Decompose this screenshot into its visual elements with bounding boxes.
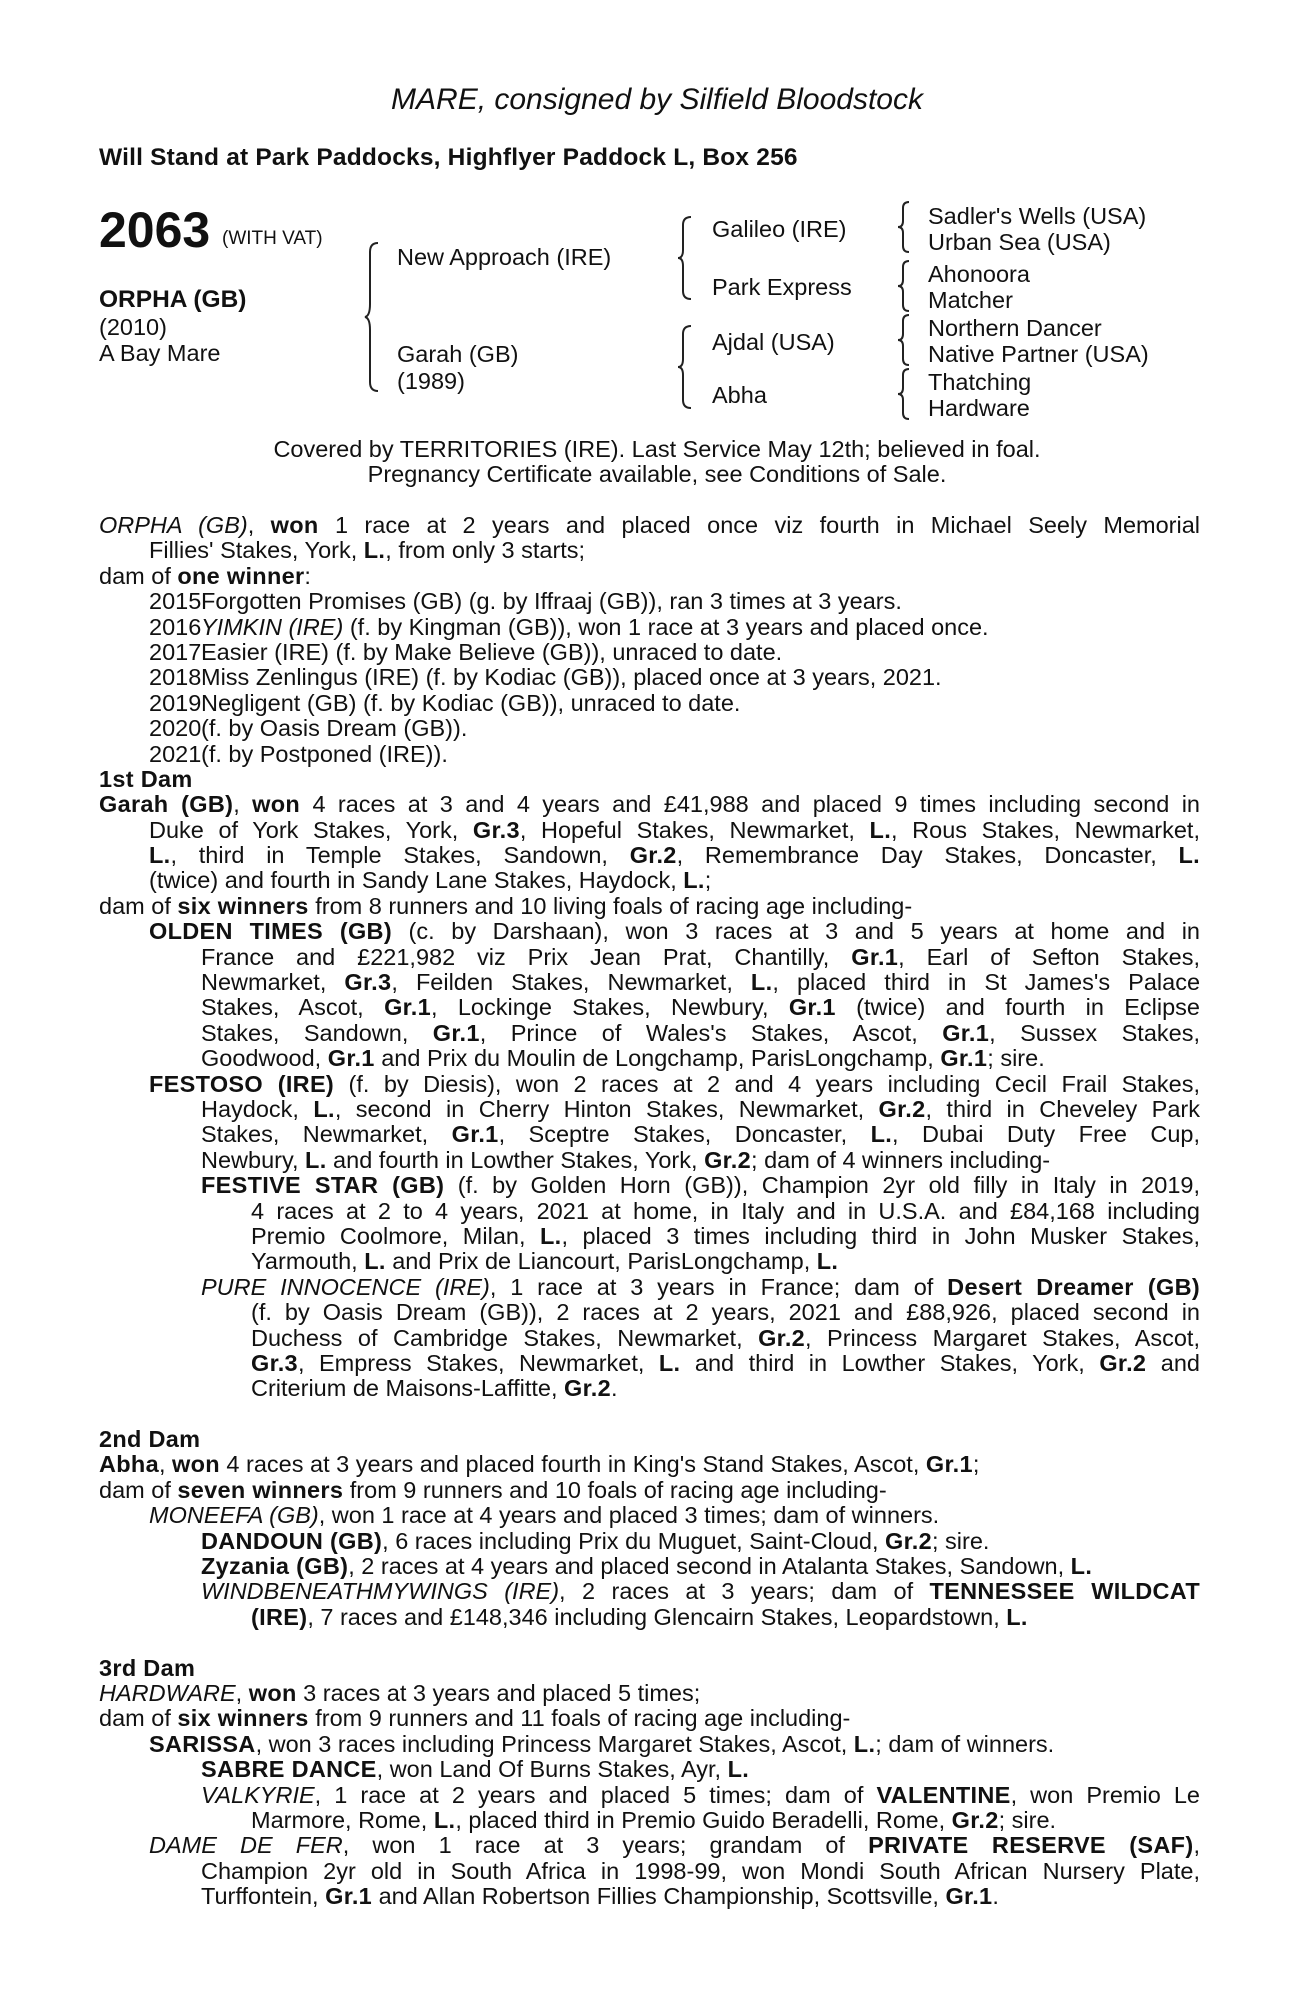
- produce-row: 2016YIMKIN (IRE) (f. by Kingman (GB)), won 1 race at 3 years and placed once.: [149, 613, 989, 640]
- stand-location: Will Stand at Park Paddocks, Highflyer Paddock L, Box 256: [99, 144, 798, 171]
- produce-row: 2020(f. by Oasis Dream (GB)).: [149, 715, 468, 742]
- pedigree-dam-sire: Ajdal (USA): [712, 329, 835, 355]
- text-line: Garah (GB), won 4 races at 3 and 4 years and £41,988 and placed 9 times including second in: [99, 791, 1200, 818]
- text-line: Haydock, L., second in Cherry Hinton Stakes, Newmarket, Gr.2, third in Cheveley Park: [201, 1095, 1200, 1122]
- text-line: SARISSA, won 3 races including Princess Margaret Stakes, Ascot, L.; dam of winners.: [149, 1730, 1055, 1757]
- pedigree-bracket-dd: [897, 368, 911, 420]
- lot-number: 2063: [99, 202, 211, 258]
- spacer: [99, 1630, 1200, 1655]
- text-line: dam of one winner:: [99, 562, 311, 589]
- text-line: PURE INNOCENCE (IRE), 1 race at 3 years in France; dam of Desert Dreamer (GB): [201, 1273, 1201, 1300]
- pedigree-dsd: Native Partner (USA): [928, 341, 1149, 367]
- text-line: Stakes, Sandown, Gr.1, Prince of Wales's Stakes, Ascot, Gr.1, Sussex Stakes,: [201, 1019, 1201, 1046]
- text-line: Duke of York Stakes, York, Gr.3, Hopeful Stakes, Newmarket, L., Rous Stakes, Newmarket,: [149, 816, 1200, 843]
- text-line: dam of six winners from 9 runners and 11 foals of racing age including-: [99, 1705, 851, 1732]
- pedigree-sds: Ahonoora: [928, 261, 1030, 287]
- text-line: (twice) and fourth in Sandy Lane Stakes, Haydock, L.;: [149, 867, 712, 894]
- pedigree-dss: Northern Dancer: [928, 315, 1102, 341]
- text-line: Champion 2yr old in South Africa in 1998-99, won Mondi South African Nursery Plate,: [201, 1857, 1200, 1884]
- text-line: Goodwood, Gr.1 and Prix du Moulin de Longchamp, ParisLongchamp, Gr.1; sire.: [201, 1045, 1045, 1072]
- text-line: OLDEN TIMES (GB) (c. by Darshaan), won 3 races at 3 and 5 years at home and in: [149, 918, 1200, 945]
- pedigree-ssd: Urban Sea (USA): [928, 229, 1111, 255]
- pedigree-bracket-dam: [677, 325, 693, 409]
- text-line: Zyzania (GB), 2 races at 4 years and placed second in Atalanta Stakes, Sandown, L.: [201, 1553, 1093, 1580]
- text-line: Fillies' Stakes, York, L., from only 3 starts;: [149, 537, 586, 564]
- spacer: [99, 1402, 1200, 1427]
- produce-row: 2018Miss Zenlingus (IRE) (f. by Kodiac (GB)), placed once at 3 years, 2021.: [149, 664, 942, 691]
- pedigree-sire-dam: Park Express: [712, 274, 852, 300]
- text-line: FESTIVE STAR (GB) (f. by Golden Horn (GB)), Champion 2yr old filly in Italy in 2019,: [201, 1172, 1200, 1199]
- horse-description: A Bay Mare: [99, 340, 221, 366]
- text-line: Gr.3, Empress Stakes, Newmarket, L. and third in Lowther Stakes, York, Gr.2 and: [251, 1349, 1200, 1376]
- pedigree-bracket-sd: [897, 260, 911, 312]
- text-line: ORPHA (GB), won 1 race at 2 years and placed once viz fourth in Michael Seely Memorial: [99, 512, 1201, 538]
- horse-name: ORPHA (GB): [99, 286, 247, 313]
- text-line: Criterium de Maisons-Laffitte, Gr.2.: [251, 1375, 618, 1402]
- pedigree-bracket-ds: [897, 314, 911, 366]
- text-line: Stakes, Ascot, Gr.1, Lockinge Stakes, Newbury, Gr.1 (twice) and fourth in Eclipse: [201, 994, 1201, 1021]
- text-line: dam of six winners from 8 runners and 10 living foals of racing age including-: [99, 892, 913, 919]
- produce-row: 2017Easier (IRE) (f. by Make Believe (GB)), unraced to date.: [149, 638, 783, 665]
- text-line: dam of seven winners from 9 runners and 10 foals of racing age including-: [99, 1476, 887, 1503]
- text-line: WINDBENEATHMYWINGS (IRE), 2 races at 3 years; dam of TENNESSEE WILDCAT: [201, 1578, 1200, 1605]
- produce-row: 2015Forgotten Promises (GB) (g. by Iffraaj (GB)), ran 3 times at 3 years.: [149, 588, 902, 615]
- text-line: Marmore, Rome, L., placed third in Premio Guido Beradelli, Rome, Gr.2; sire.: [251, 1806, 1057, 1833]
- text-line: DAME DE FER, won 1 race at 3 years; grandam of PRIVATE RESERVE (SAF),: [149, 1832, 1200, 1859]
- text-line: Newbury, L. and fourth in Lowther Stakes, York, Gr.2; dam of 4 winners including-: [201, 1146, 1051, 1173]
- covering-note: [0, 437, 1314, 488]
- pedigree-dam: Garah (GB): [397, 341, 519, 367]
- pedigree-sdd: Matcher: [928, 287, 1013, 313]
- text-line: France and £221,982 viz Prix Jean Prat, Chantilly, Gr.1, Earl of Sefton Stakes,: [201, 943, 1200, 970]
- covering-line: Covered by TERRITORIES (IRE). Last Service May 12th; believed in foal.: [273, 436, 1041, 462]
- pedigree-sire: New Approach (IRE): [397, 244, 612, 270]
- section-heading: 2nd Dam: [99, 1426, 201, 1453]
- produce-row: 2021(f. by Postponed (IRE)).: [149, 740, 448, 767]
- text-line: (f. by Oasis Dream (GB)), 2 races at 2 years, 2021 and £88,926, placed second in: [251, 1299, 1200, 1326]
- text-line: VALKYRIE, 1 race at 2 years and placed 5 times; dam of VALENTINE, won Premio Le: [201, 1781, 1200, 1808]
- pedigree-bracket-gen1: [364, 242, 380, 392]
- pedigree-ddd: Hardware: [928, 395, 1030, 421]
- pedigree-sire-sire: Galileo (IRE): [712, 216, 847, 242]
- pedigree-bracket-sire: [677, 216, 693, 300]
- text-line: 4 races at 2 to 4 years, 2021 at home, in Italy and in U.S.A. and £84,168 including: [251, 1197, 1200, 1224]
- text-line: (IRE), 7 races and £148,346 including Glencairn Stakes, Leopardstown, L.: [251, 1603, 1028, 1630]
- text-line: Duchess of Cambridge Stakes, Newmarket, Gr.2, Princess Margaret Stakes, Ascot,: [251, 1324, 1200, 1351]
- consignor-heading: MARE, consigned by Silfield Bloodstock: [391, 83, 923, 116]
- text-line: Abha, won 4 races at 3 years and placed fourth in King's Stand Stakes, Ascot, Gr.1;: [99, 1451, 980, 1478]
- section-heading: 1st Dam: [99, 765, 193, 792]
- text-line: Premio Coolmore, Milan, L., placed 3 times including third in John Musker Stakes,: [251, 1222, 1200, 1249]
- text-line: SABRE DANCE, won Land Of Burns Stakes, Ayr, L.: [201, 1756, 750, 1783]
- text-line: FESTOSO (IRE) (f. by Diesis), won 2 races at 2 and 4 years including Cecil Frail Stakes,: [149, 1070, 1200, 1097]
- text-line: Yarmouth, L. and Prix de Liancourt, ParisLongchamp, L.: [251, 1248, 839, 1275]
- pedigree-dam-dam: Abha: [712, 382, 767, 408]
- produce-row: 2019Negligent (GB) (f. by Kodiac (GB)), unraced to date.: [149, 689, 741, 716]
- text-line: DANDOUN (GB), 6 races including Prix du Muguet, Saint-Cloud, Gr.2; sire.: [201, 1527, 990, 1554]
- text-line: Stakes, Newmarket, Gr.1, Sceptre Stakes, Doncaster, L., Dubai Duty Free Cup,: [201, 1121, 1201, 1148]
- text-line: MONEEFA (GB), won 1 race at 4 years and placed 3 times; dam of winners.: [149, 1502, 940, 1529]
- text-line: HARDWARE, won 3 races at 3 years and placed 5 times;: [99, 1679, 701, 1706]
- pregnancy-line: Pregnancy Certificate available, see Conditions of Sale.: [367, 461, 947, 488]
- text-line: Turffontein, Gr.1 and Allan Robertson Fillies Championship, Scottsville, Gr.1.: [201, 1883, 999, 1910]
- pedigree-dam-year: (1989): [397, 368, 465, 394]
- pedigree-dds: Thatching: [928, 369, 1032, 395]
- catalogue-text: [99, 513, 1200, 1909]
- text-line: L., third in Temple Stakes, Sandown, Gr.2, Remembrance Day Stakes, Doncaster, L.: [149, 842, 1201, 869]
- text-line: Newmarket, Gr.3, Feilden Stakes, Newmarket, L., placed third in St James's Palace: [201, 969, 1201, 996]
- vat-note: (WITH VAT): [222, 228, 323, 249]
- foaling-year: (2010): [99, 314, 167, 340]
- pedigree-sss: Sadler's Wells (USA): [928, 203, 1147, 229]
- section-heading: 3rd Dam: [99, 1654, 196, 1681]
- pedigree-bracket-ss: [897, 201, 911, 253]
